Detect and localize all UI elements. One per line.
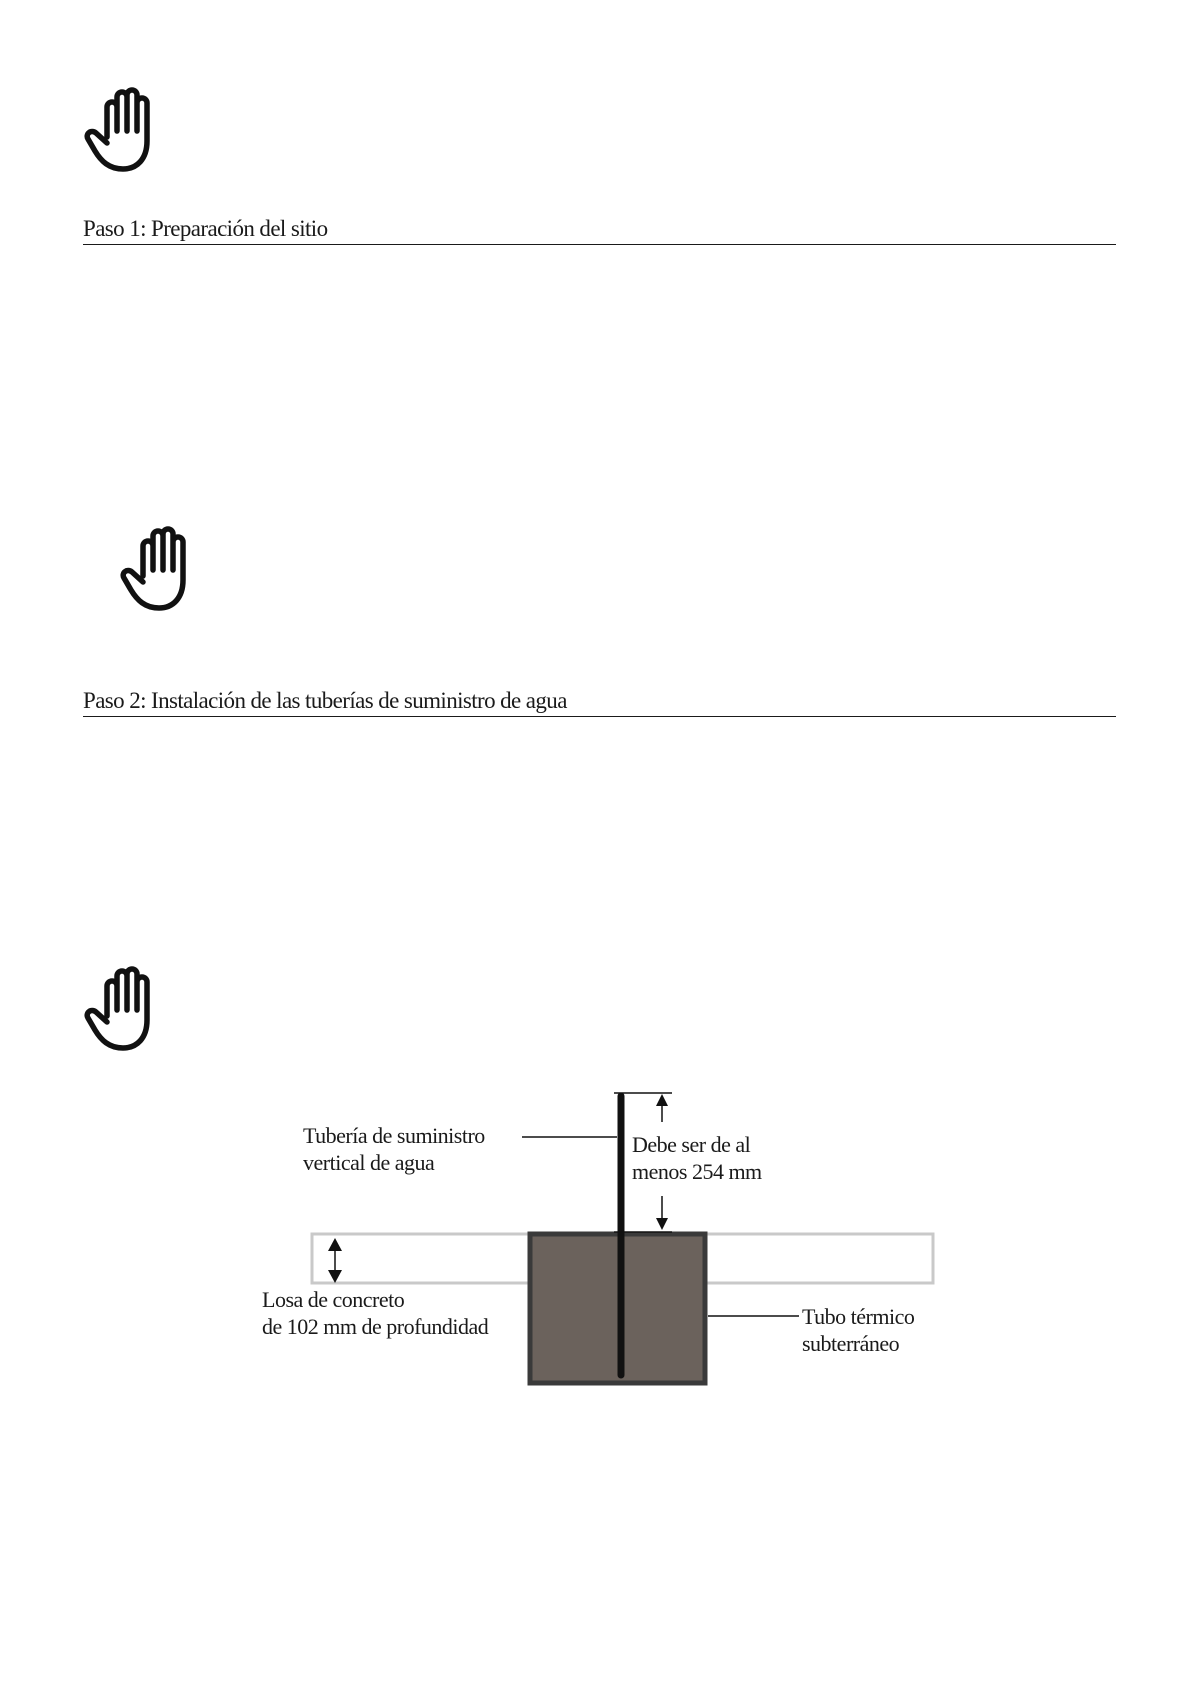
slab-label-line: de 102 mm de profundidad [262, 1314, 489, 1339]
thermal-tube-label-line: Tubo térmico [802, 1304, 915, 1329]
hand-stop-icon [83, 964, 163, 1052]
arrowhead [656, 1094, 668, 1106]
supply-pipe-label-line: Tubería de suministro [303, 1123, 485, 1148]
concrete-slab [312, 1234, 933, 1283]
section-heading-text: Paso 2: Instalación de las tuberías de suministro de agua [83, 688, 567, 713]
arrowhead [656, 1218, 668, 1230]
hand-stop-icon [83, 85, 163, 173]
hand-stop-icon [119, 524, 199, 612]
supply-pipe-label [303, 1122, 485, 1176]
arrowhead [328, 1270, 342, 1283]
clearance-label [632, 1131, 762, 1185]
section-heading-text: Paso 1: Preparación del sitio [83, 216, 328, 241]
slab-label [262, 1286, 488, 1340]
supply-pipe-label-line: vertical de agua [303, 1150, 435, 1175]
section-heading [83, 214, 1116, 245]
clearance-label-line: Debe ser de al [632, 1132, 751, 1157]
arrowhead [328, 1238, 342, 1251]
clearance-label-line: menos 254 mm [632, 1159, 762, 1184]
thermal-tube-box [530, 1234, 705, 1383]
thermal-tube-label [802, 1303, 914, 1357]
thermal-tube-label-line: subterráneo [802, 1331, 900, 1356]
slab-label-line: Losa de concreto [262, 1287, 405, 1312]
section-heading [83, 686, 1116, 717]
